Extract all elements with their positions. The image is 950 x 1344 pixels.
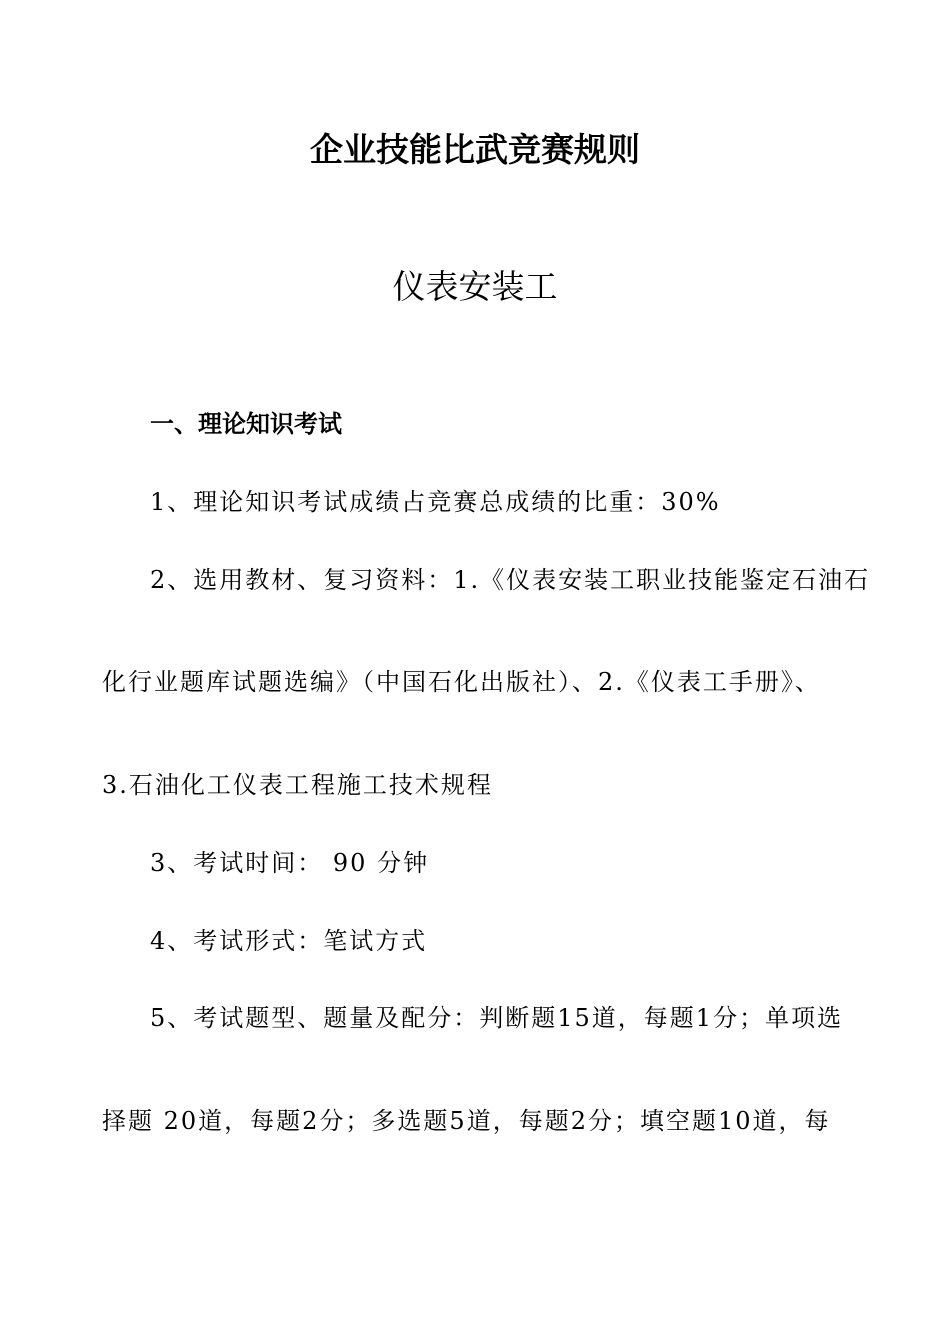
paragraph-line: 3、考试时间： 90 分钟 — [150, 849, 430, 877]
paragraph-line: 2、选用教材、复习资料：1.《仪表安装工职业技能鉴定石油石 — [150, 566, 871, 594]
paragraph-line: 5、考试题型、题量及配分：判断题15道，每题1分；单项选 — [150, 1004, 844, 1032]
document-title: 企业技能比武竞赛规则 — [310, 130, 640, 169]
paragraph-line: 化行业题库试题选编》（中国石化出版社）、2.《仪表工手册》、 — [102, 668, 821, 696]
section-heading: 一、理论知识考试 — [150, 410, 342, 438]
paragraph-line: 4、考试形式：笔试方式 — [150, 927, 428, 955]
paragraph-line: 1、理论知识考试成绩占竞赛总成绩的比重：30% — [150, 488, 721, 516]
paragraph-line: 择题 20道，每题2分；多选题5道，每题2分；填空题10道，每 — [102, 1107, 831, 1135]
document-subtitle: 仪表安装工 — [392, 267, 558, 306]
paragraph-line: 3.石油化工仪表工程施工技术规程 — [102, 771, 493, 799]
